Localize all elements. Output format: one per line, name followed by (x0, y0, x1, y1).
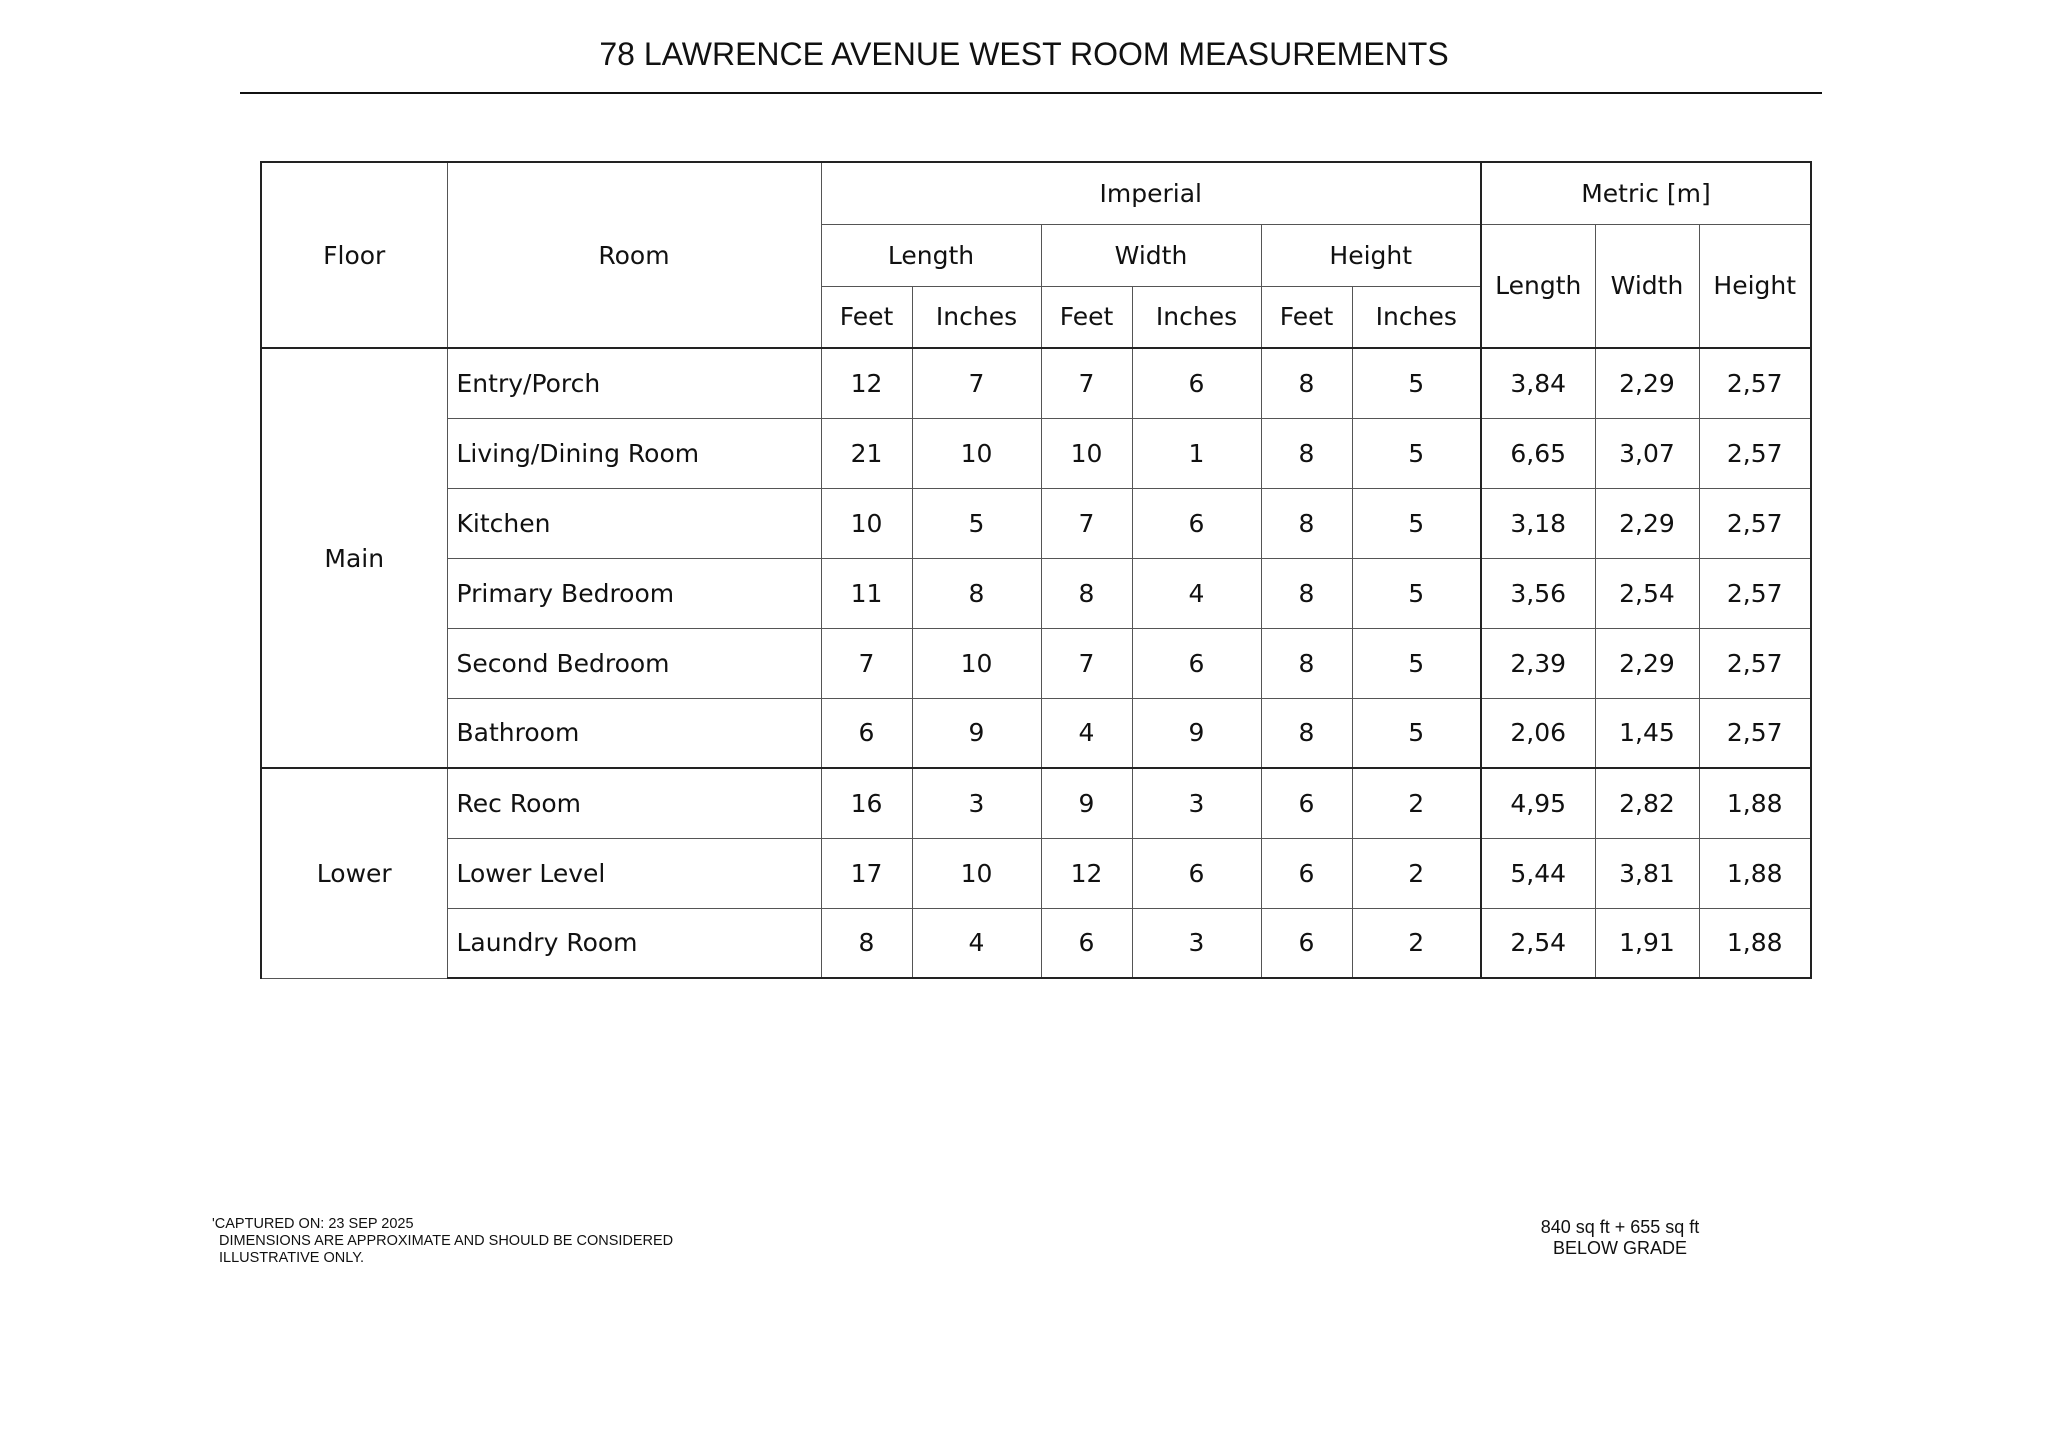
metric-height: 1,88 (1699, 768, 1811, 838)
disclaimer-line: DIMENSIONS ARE APPROXIMATE AND SHOULD BE CONSIDERED (219, 1233, 674, 1249)
length-feet: 10 (821, 488, 912, 558)
width-inches: 6 (1132, 838, 1261, 908)
length-inches: 10 (912, 418, 1041, 488)
header-imperial-height: Height (1261, 224, 1481, 286)
metric-length: 2,39 (1481, 628, 1595, 698)
table-row (261, 698, 1811, 768)
metric-width: 1,91 (1595, 908, 1699, 978)
metric-width: 2,82 (1595, 768, 1699, 838)
title-divider (240, 92, 1822, 94)
metric-width: 1,45 (1595, 698, 1699, 768)
length-inches: 4 (912, 908, 1041, 978)
header-row-group (261, 162, 1811, 224)
width-inches: 9 (1132, 698, 1261, 768)
table-row (261, 628, 1811, 698)
metric-width: 3,07 (1595, 418, 1699, 488)
room-measurements-table (260, 161, 1812, 979)
room-name: Living/Dining Room (447, 418, 821, 488)
header-metric-length: Length (1481, 224, 1595, 348)
width-inches: 6 (1132, 348, 1261, 418)
table-row (261, 768, 1811, 838)
header-width-feet: Feet (1041, 286, 1132, 348)
header-width-inches: Inches (1132, 286, 1261, 348)
metric-length: 2,06 (1481, 698, 1595, 768)
height-inches: 5 (1352, 418, 1481, 488)
length-inches: 9 (912, 698, 1041, 768)
height-inches: 5 (1352, 698, 1481, 768)
height-feet: 6 (1261, 838, 1352, 908)
room-name: Lower Level (447, 838, 821, 908)
header-metric-width: Width (1595, 224, 1699, 348)
length-inches: 8 (912, 558, 1041, 628)
length-inches: 7 (912, 348, 1041, 418)
table-row (261, 418, 1811, 488)
length-inches: 5 (912, 488, 1041, 558)
below-grade-label: BELOW GRADE (1552, 1238, 1688, 1258)
height-inches: 5 (1352, 488, 1481, 558)
width-feet: 7 (1041, 628, 1132, 698)
height-feet: 8 (1261, 698, 1352, 768)
length-feet: 21 (821, 418, 912, 488)
metric-height: 2,57 (1699, 558, 1811, 628)
footer-disclaimer (212, 1216, 673, 1267)
metric-height: 2,57 (1699, 628, 1811, 698)
width-inches: 6 (1132, 628, 1261, 698)
width-inches: 3 (1132, 908, 1261, 978)
header-metric: Metric [m] (1481, 162, 1811, 224)
width-inches: 6 (1132, 488, 1261, 558)
captured-date: 'CAPTURED ON: 23 SEP 2025 (212, 1216, 414, 1232)
length-inches: 3 (912, 768, 1041, 838)
height-inches: 2 (1352, 908, 1481, 978)
length-feet: 11 (821, 558, 912, 628)
header-imperial: Imperial (821, 162, 1481, 224)
table-row (261, 908, 1811, 978)
disclaimer-line: ILLUSTRATIVE ONLY. (219, 1250, 365, 1266)
page-title: 78 LAWRENCE AVENUE WEST ROOM MEASUREMENTS (599, 36, 1449, 72)
header-length-feet: Feet (821, 286, 912, 348)
height-feet: 8 (1261, 348, 1352, 418)
header-imperial-width: Width (1041, 224, 1261, 286)
height-feet: 8 (1261, 418, 1352, 488)
length-feet: 16 (821, 768, 912, 838)
width-inches: 1 (1132, 418, 1261, 488)
width-inches: 3 (1132, 768, 1261, 838)
height-inches: 2 (1352, 768, 1481, 838)
height-feet: 8 (1261, 628, 1352, 698)
table-row (261, 838, 1811, 908)
width-feet: 9 (1041, 768, 1132, 838)
room-name: Kitchen (447, 488, 821, 558)
metric-width: 3,81 (1595, 838, 1699, 908)
room-name: Entry/Porch (447, 348, 821, 418)
area-total: 840 sq ft + 655 sq ft (1540, 1217, 1700, 1237)
room-name: Laundry Room (447, 908, 821, 978)
header-height-inches: Inches (1352, 286, 1481, 348)
header-height-feet: Feet (1261, 286, 1352, 348)
metric-width: 2,29 (1595, 348, 1699, 418)
footer-area (1480, 1217, 1760, 1259)
floor-main: Main (261, 348, 447, 768)
metric-height: 2,57 (1699, 348, 1811, 418)
metric-length: 3,18 (1481, 488, 1595, 558)
length-feet: 12 (821, 348, 912, 418)
header-metric-height: Height (1699, 224, 1811, 348)
length-feet: 6 (821, 698, 912, 768)
height-inches: 5 (1352, 348, 1481, 418)
height-feet: 6 (1261, 768, 1352, 838)
height-inches: 2 (1352, 838, 1481, 908)
width-feet: 7 (1041, 488, 1132, 558)
metric-length: 2,54 (1481, 908, 1595, 978)
room-name: Bathroom (447, 698, 821, 768)
header-imperial-length: Length (821, 224, 1041, 286)
table-row (261, 558, 1811, 628)
table-row (261, 348, 1811, 418)
metric-length: 5,44 (1481, 838, 1595, 908)
height-feet: 6 (1261, 908, 1352, 978)
room-name: Second Bedroom (447, 628, 821, 698)
header-length-inches: Inches (912, 286, 1041, 348)
metric-width: 2,29 (1595, 628, 1699, 698)
metric-length: 3,56 (1481, 558, 1595, 628)
metric-height: 1,88 (1699, 908, 1811, 978)
header-room: Room (447, 162, 821, 348)
header-floor: Floor (261, 162, 447, 348)
length-feet: 8 (821, 908, 912, 978)
height-feet: 8 (1261, 488, 1352, 558)
width-feet: 7 (1041, 348, 1132, 418)
metric-length: 6,65 (1481, 418, 1595, 488)
metric-height: 2,57 (1699, 488, 1811, 558)
metric-length: 4,95 (1481, 768, 1595, 838)
height-inches: 5 (1352, 628, 1481, 698)
length-feet: 7 (821, 628, 912, 698)
floor-lower: Lower (261, 768, 447, 978)
width-feet: 8 (1041, 558, 1132, 628)
width-feet: 6 (1041, 908, 1132, 978)
length-feet: 17 (821, 838, 912, 908)
metric-length: 3,84 (1481, 348, 1595, 418)
metric-width: 2,29 (1595, 488, 1699, 558)
length-inches: 10 (912, 628, 1041, 698)
width-feet: 12 (1041, 838, 1132, 908)
metric-height: 2,57 (1699, 418, 1811, 488)
length-inches: 10 (912, 838, 1041, 908)
width-feet: 10 (1041, 418, 1132, 488)
height-inches: 5 (1352, 558, 1481, 628)
metric-height: 2,57 (1699, 698, 1811, 768)
metric-width: 2,54 (1595, 558, 1699, 628)
room-name: Rec Room (447, 768, 821, 838)
table-row (261, 488, 1811, 558)
width-inches: 4 (1132, 558, 1261, 628)
height-feet: 8 (1261, 558, 1352, 628)
width-feet: 4 (1041, 698, 1132, 768)
metric-height: 1,88 (1699, 838, 1811, 908)
room-name: Primary Bedroom (447, 558, 821, 628)
